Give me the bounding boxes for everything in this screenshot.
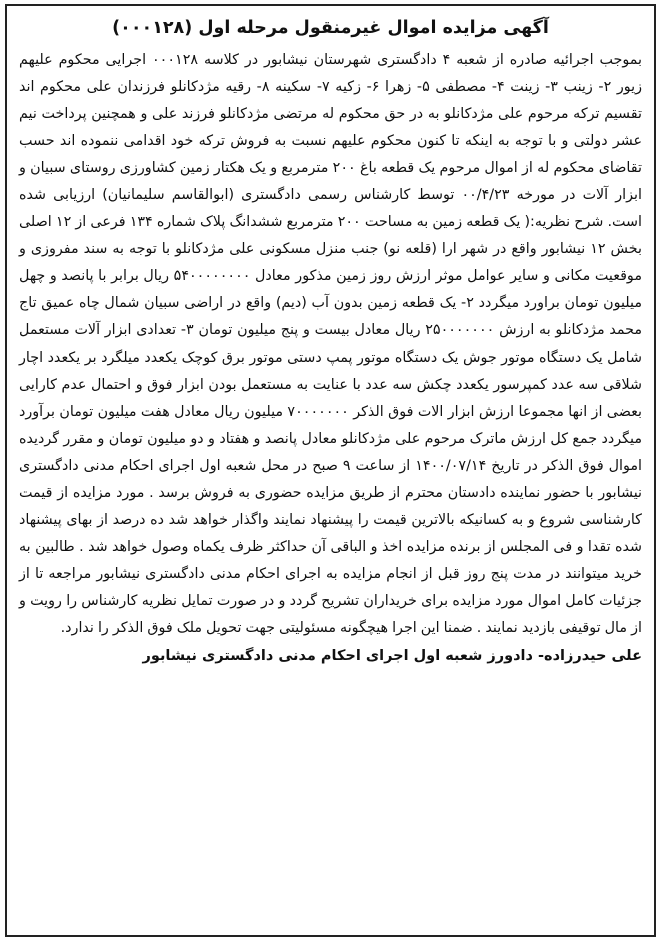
notice-title: آگهی مزایده اموال غیرمنقول مرحله اول (۰۰۰۱۲۸) bbox=[112, 18, 549, 38]
notice-body: بموجب اجرائیه صادره از شعبه ۴ دادگستری شهرستان نیشابور در کلاسه ۰۰۰۱۲۸ اجرایی محکوم علیهم زیور ۲- زینب ۳- زینت ۴- مصطفی ۵- زهرا ۶- زکیه ۷- سکینه ۸- رقیه مژدکانلو فرزندان علی محکوم اند تقسیم ترکه مرحوم علی مژدکانلو به در حق محکوم له مرتضی مژدکانلو فرزند علی و همچنین پرداخت نیم عشر دولتی و با توجه به اینکه تا کنون محکوم علیهم نسبت به فروش ترکه خود اقدامی ننموده اند حسب تقاضای محکوم له از اموال مرحوم یک قطعه باغ ۲۰۰ مترمربع و یک هکتار زمین کشاورزی روستای سبیان و ابزار آلات در مورخه ۰۰/۴/۲۳ توسط کارشناس رسمی دادگستری (ابوالقاسم سلیمانیان) ارزیابی شده است. شرح نظریه:( یک قطعه زمین به مساحت ۲۰۰ مترمربع ششدانگ پلاک شماره ۱۳۴ فرعی از ۱۲ اصلی بخش ۱۲ نیشابور واقع در شهر ارا (قلعه نو) جنب منزل مسکونی علی مژدکانلو با توجه به سند مفروزی و موقعیت مکانی و سایر عوامل موثر ارزش روز زمین مذکور معادل ۵۴۰۰۰۰۰۰۰۰ ریال برابر با پانصد و چهل میلیون تومان براورد میگردد ۲- یک قطعه زمین بدون آب (دیم) واقع در اراضی سبیان شمال چاه عمیق تاج محمد مژدکانلو به ارزش ۲۵۰۰۰۰۰۰۰ ریال معادل بیست و پنج میلیون تومان ۳- تعدادی ابزار آلات مستعمل شامل یک دستگاه موتور جوش یک دستگاه موتور پمپ دستی موتور برق کوچک یکعدد میلگرد بر یکعدد اچار شلاقی سه عدد کمپرسور یکعدد چکش سه عدد با عنایت به مستعمل بودن ابزار فوق و احتمال عدم کارایی بعضی از انها مجموعا ارزش ابزار الات فوق الذکر ۷۰۰۰۰۰۰۰ میلیون ریال معادل هفت میلیون تومان برآورد میگردد جمع کل ارزش ماترک مرحوم علی مژدکانلو معادل پانصد و هفتاد و دو میلیون تومان و مقرر گردیده اموال فوق الذکر در تاریخ ۱۴۰۰/۰۷/۱۴ از ساعت ۹ صبح در محل شعبه اول اجرای احکام مدنی دادگستری نیشابور با حضور نماینده دادستان محترم از طریق مزایده حضوری به فروش برسد . مورد مزایده از قیمت کارشناسی شروع و به کسانیکه بالاترین قیمت را پیشنهاد نمایند واگذار خواهد شد ده درصد از بهای پیشنهاد شده تقدا و فی المجلس از برنده مزایده اخذ و الباقی آن حداکثر ظرف یکماه وصول خواهد شد . طالبین به خرید میتوانند در مدت پنج روز قبل از انجام مزایده به اجرای احکام مدنی دادگستری نیشابور مراجعه تا از جزئیات کامل اموال مورد مزایده برای خریداران تشریح گردد و در صورت تمایل نظریه کارشناس را رویت و از مال توقیفی بازدید نمایند . ضمنا این اجرا هیچگونه مسئولیتی جهت تحویل ملک فوق الذکر را ندارد. bbox=[19, 51, 643, 637]
notice-signature: علی حیدرزاده- دادورز شعبه اول اجرای احکام مدنی دادگستری نیشابور bbox=[142, 647, 642, 664]
notice-frame bbox=[5, 4, 656, 937]
